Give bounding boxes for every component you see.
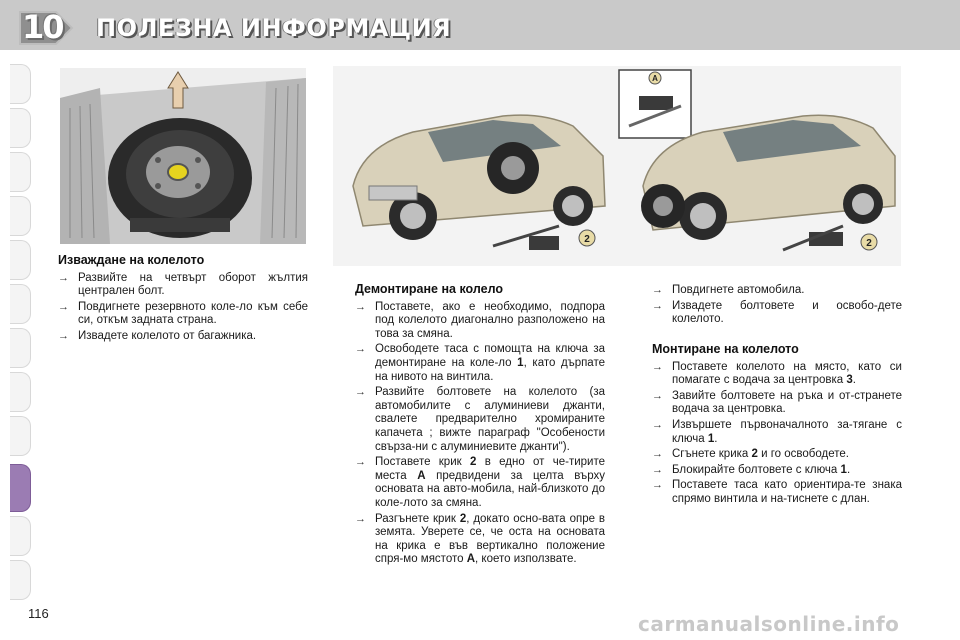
- instruction-item: → Повдигнете резервното коле-ло към себе си, откъм задната страна.: [58, 301, 308, 328]
- chapter-tab[interactable]: [10, 152, 31, 192]
- section-dismount-wheel: [355, 283, 605, 569]
- instruction-item: → Разгънете крик 2, докато осно-вата опре в земята. Уверете се, че оста на основата на крика е във вертикално положение спря-мо мястото A, което използвате.: [355, 513, 605, 567]
- instruction-item: → Развийте на четвърт оборот жълтия централен болт.: [58, 272, 308, 299]
- jack-positioning-illustration: [333, 66, 901, 266]
- callout-2-left: 2: [584, 234, 590, 245]
- watermark-url[interactable]: carmanualsonline.info: [638, 612, 900, 636]
- instruction-list: [652, 361, 902, 507]
- page-number: 116: [28, 606, 49, 621]
- chapter-number: 10: [22, 8, 63, 46]
- chapter-tab[interactable]: [10, 240, 31, 280]
- chapter-tab[interactable]: [10, 284, 31, 324]
- section-heading: Демонтиране на колело: [355, 282, 504, 296]
- instruction-list: [58, 272, 308, 344]
- instruction-item: → Поставете таса като ориентира-те знака спрямо винтила и на-тиснете с длан.: [652, 479, 902, 506]
- section-remove-wheel: [58, 254, 308, 346]
- instruction-item: → Извадете болтовете и освобо-дете колелото.: [652, 300, 902, 327]
- chapter-tab[interactable]: [10, 372, 31, 412]
- jack-detail-inset: [619, 70, 691, 138]
- page-header: [0, 0, 960, 50]
- callout-2-right: 2: [866, 238, 872, 249]
- instruction-list: [652, 284, 902, 327]
- instruction-item: → Поставете, ако е необходимо, подпора под колелото диагонално разположено на това за смяна.: [355, 301, 605, 342]
- chapter-tab-active[interactable]: [10, 464, 31, 512]
- instruction-item: → Развийте болтовете на колелото (за автомобилите с алуминиеви джанти, свалете предварително хромираните капачета ; вижте параграф "Особености свърза-ни с алуминиевите джанти").: [355, 386, 605, 454]
- chapter-tab[interactable]: [10, 64, 31, 104]
- section-lift-vehicle: [652, 284, 902, 329]
- section-mount-wheel: [652, 343, 902, 509]
- instruction-item: → Освободете таса с помощта на ключа за демонтиране на коле-ло 1, като дърпате на нивото на винтила.: [355, 343, 605, 384]
- chapter-tab[interactable]: [10, 328, 31, 368]
- instruction-item: → Сгънете крика 2 и го освободете.: [652, 448, 902, 462]
- callout-a-label: A: [652, 74, 658, 83]
- spare-wheel-trunk-illustration: [60, 68, 306, 244]
- instruction-list: [355, 301, 605, 567]
- instruction-item: → Завийте болтовете на ръка и от-странете водача за центровка.: [652, 390, 902, 417]
- page-title: ПОЛЕЗНА ИНФОРМАЦИЯ: [96, 14, 452, 42]
- chapter-tab[interactable]: [10, 560, 31, 600]
- chapter-tab[interactable]: [10, 108, 31, 148]
- instruction-item: → Извадете колелото от багажника.: [58, 330, 308, 344]
- chapter-tab[interactable]: [10, 196, 31, 236]
- section-heading: Монтиране на колелото: [652, 342, 799, 356]
- instruction-item: → Извършете първоначалното за-тягане с ключа 1.: [652, 419, 902, 446]
- instruction-item: → Блокирайте болтовете с ключа 1.: [652, 464, 902, 478]
- section-heading: Изваждане на колелото: [58, 253, 205, 267]
- chapter-tab[interactable]: [10, 516, 31, 556]
- instruction-item: → Поставете крик 2 в едно от че-тирите места A предвидени за целта върху основата на авто-мобила, най-близкото до коле-лото за смяна.: [355, 456, 605, 510]
- chapter-tab[interactable]: [10, 416, 31, 456]
- instruction-item: → Повдигнете автомобила.: [652, 284, 902, 298]
- instruction-item: → Поставете колелото на място, като си помагате с водача за центровка 3.: [652, 361, 902, 388]
